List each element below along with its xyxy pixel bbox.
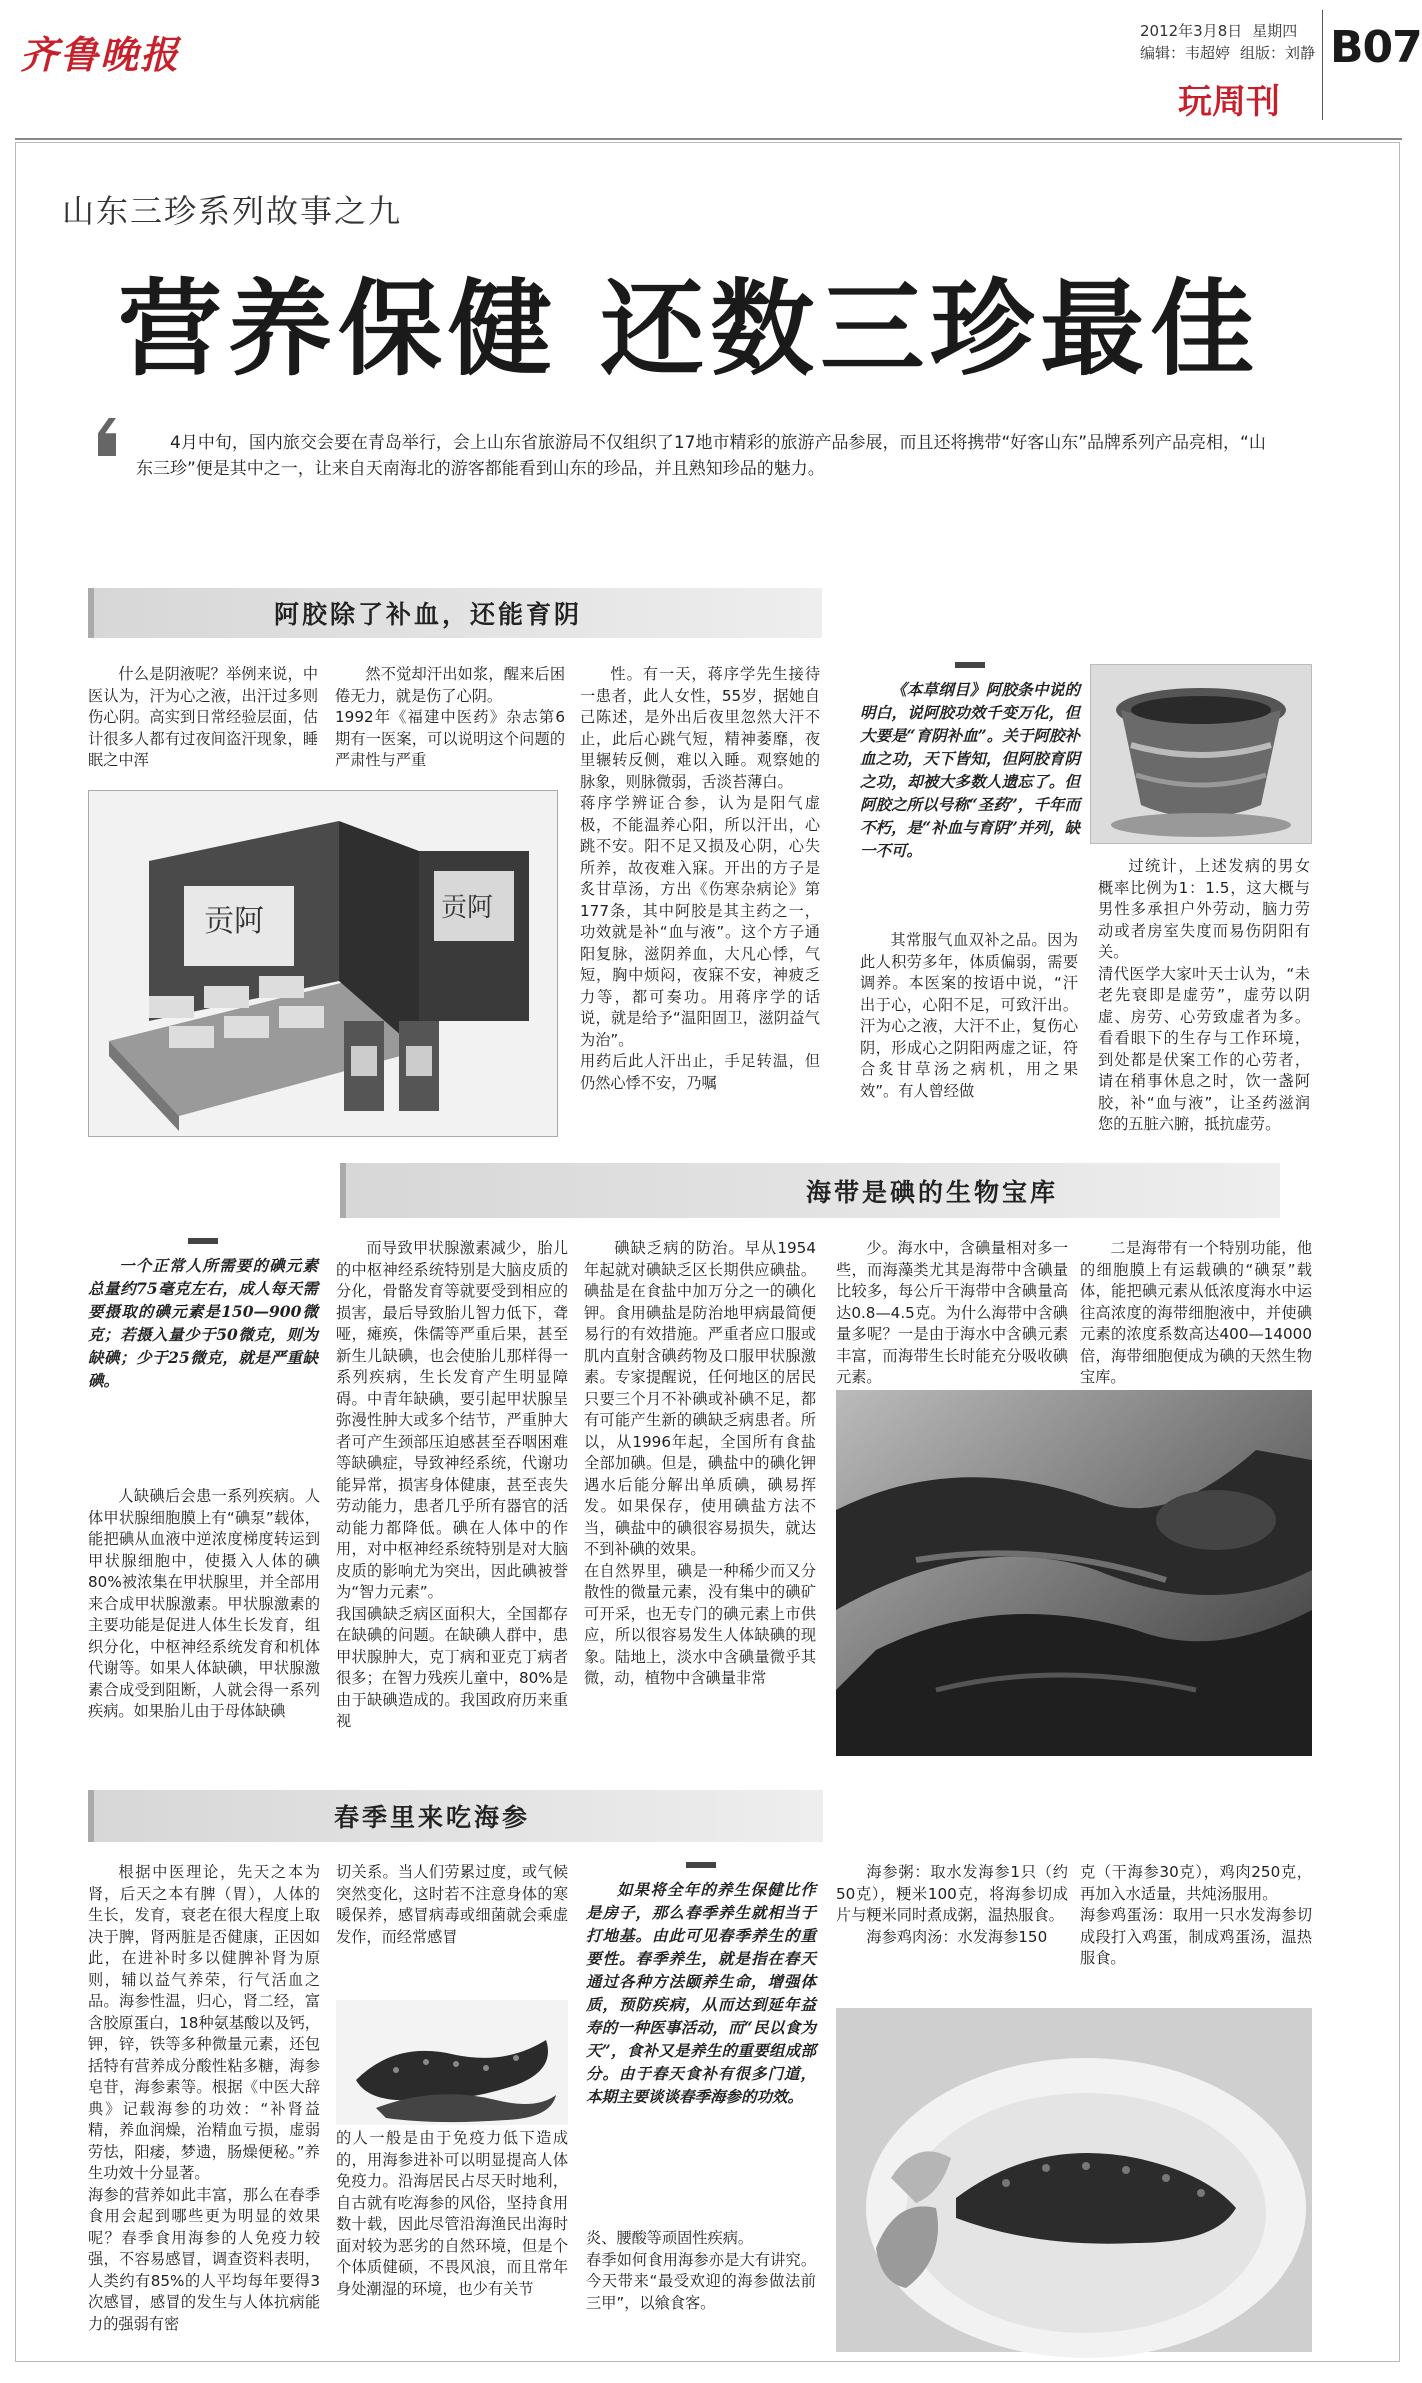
header-rule: [15, 138, 1402, 140]
kelp-photo: [836, 1390, 1312, 1756]
issue-date: 2012年3月8日: [1140, 22, 1243, 40]
section-title-ejiao: 阿胶除了补血，还能育阴: [274, 600, 583, 629]
seacucumber-paragraph: 的人一般是由于免疫力低下造成的，用海参进补可以明显提高人体免疫力。沿海居民占尽天时地利，自古就有吃海参的风俗，坚持食用数十载，因此尽管沿海渔民出海时面对较为恶劣的自然环境，但是个个体质健硕，不畏风浪，而且常年身处潮湿的环境，也少有关节: [336, 2129, 568, 2298]
seacucumber-paragraph: 克（干海参30克），鸡肉250克，再加入水适量，共炖汤服用。 海参鸡蛋汤：取用一只水发海参切成段打入鸡蛋，制成鸡蛋汤，温热服食。: [1080, 1863, 1312, 1967]
ejiao-paragraph: 性。有一天，蒋序学先生接待一患者，此人女性，55岁，据她自己陈述，是外出后夜里忽然大汗不止，此后心跳气短，精神萎靡，夜里辗转反侧，难以入睡。观察她的脉象，则脉微弱，舌淡苔薄白。 蒋序学辨证合参，认为是阳气虚极，不能温养心阳，所以汗出，心跳不安。阳不足又损及心阴，心失所养，故夜难入寐。开出的方子是炙甘草汤，方出《伤寒杂病论》第177条，其中阿胶是其主药之一，功效就是补“血与液”。这个方子通阳复脉，滋阴养血，大凡心悸，气短，胸中烦闷，夜寐不安，神疲乏力等，都可奏功。用蒋序学的话说，就是给予“温阳固卫，滋阴益气为治”。 用药后此人汗出止，手足转温，但仍然心悸不安，乃嘱: [580, 665, 820, 1092]
section-title-seacucumber: 春季里来吃海参: [334, 1803, 531, 1832]
section-banner-kelp: [340, 1163, 1280, 1218]
seacucumber-col-4: [836, 1862, 1068, 1992]
header-divider: [1322, 10, 1323, 120]
ejiao-gift-box-image: [89, 791, 557, 1136]
kelp-paragraph: 少。海水中，含碘量相对多一些，而海藻类尤其是海带中含碘量比较多，每公斤干海带中含碘量高达0.8—4.5克。为什么海带中含碘量多呢？一是由于海水中含碘元素丰富，而海带生长时能充分吸收碘元素。: [836, 1239, 1068, 1386]
ejiao-pot-photo: [1090, 664, 1312, 844]
kelp-col-1: [88, 1486, 320, 1756]
section-name: 玩周刊: [1178, 82, 1280, 122]
ejiao-col-5: [1098, 856, 1310, 1212]
issue-weekday: 星期四: [1252, 22, 1298, 40]
seacucumber-quote-text: 如果将全年的养生保健比作是房子，那么春季养生就相当于打地基。由此可见春季养生的重要性。春季养生，就是指在春天通过各种方法颐养生命，增强体质，预防疾病，从而达到延年益寿的一种医事活动，而“民以食为天”，食补又是养生的重要组成部分。由于春天食补有很多门道，本期主要谈谈春季海参的功效。: [586, 1880, 816, 2106]
kelp-col-2: [336, 1238, 568, 1762]
quote-bar: [955, 662, 985, 668]
kelp-quote-text: 一个正常人所需要的碘元素总量约75毫克左右，成人每天需要摄取的碘元素是150—900微克；若摄入量少于50微克，则为缺碘；少于25微克，就是严重缺碘。: [88, 1256, 318, 1390]
recipe-sea-cucumber-porridge: 海参粥：取水发海参1只（约50克），粳米100克，将海参切成片与粳米同时煮成粥，温热服食。: [836, 1863, 1068, 1924]
quote-bar: [686, 1862, 716, 1868]
svg-text:贡阿: 贡阿: [204, 904, 264, 939]
seacucumber-col-1: [88, 1862, 320, 2352]
headline: 营养保健 还数三珍最佳: [118, 268, 1261, 390]
sea-cucumber-image: [336, 2000, 568, 2125]
ejiao-paragraph: 什么是阴液呢？举例来说，中医认为，汗为心之液，出汗过多则伤心阴。高实到日常经验层面，估计很多人都有过夜间盗汗现象，睡眠之中浑: [88, 665, 318, 769]
seacucumber-paragraph: 根据中医理论，先天之本为肾，后天之本有脾（胃），人体的生长，发育，衰老在很大程度上取决于脾，肾两脏是否健康，正因如此，在进补时多以健脾补肾为原则，辅以益气养荣，行气活血之品。海参性温，归心，肾二经，富含胶原蛋白，18种氨基酸以及钙，钾，锌，铁等多种微量元素，还包括特有营养成分酸性粘多糖，海参皂苷，海参素等。根据《中医大辞典》记载海参的功效：“补肾益精，养血润燥，治精血亏损，虚弱劳怯，阳痿，梦遗，肠燥便秘。”养生功效十分显著。 海参的营养如此丰富，那么在春季食用会起到哪些更为明显的效果呢？春季食用海参的人免疫力较强，不容易感冒，调查资料表明，人类约有85%的人平均每年要得3次感冒，感冒的发生与人体抗病能力的强弱有密: [88, 1863, 320, 2333]
quote-bar: [188, 1238, 218, 1244]
page-number: B07: [1330, 22, 1422, 73]
ejiao-paragraph: 其常服气血双补之品。因为此人积劳多年，体质偏弱，需要调养。本医案的按语中说，“汗出于心，心阳不足，可致汗出。汗为心之液，大汗不止，复伤心阴，形成心之阴阳两虚之证，符合炙甘草汤之病机，用之果效”。有人曾经做: [860, 931, 1078, 1100]
seacucumber-col-5: [1080, 1862, 1312, 1992]
ejiao-pot-image: [1091, 665, 1311, 843]
sea-cucumber-photo: [336, 2000, 568, 2125]
designer-credit: 组版：刘静: [1240, 44, 1316, 62]
section-title-kelp: 海带是碘的生物宝库: [806, 1177, 1059, 1207]
ejiao-paragraph: 过统计，上述发病的男女概率比例为1：1.5，这大概与男性多承担户外劳动，脑力劳动或者房室失度而易伤阴阳有关。 清代医学大家叶天士认为，“未老先衰即是虚劳”，虚劳以阴虚、房劳、心劳致虚者为多。看看眼下的生存与工作环境，到处都是伏案工作的心劳者，请在稍事休息之时，饮一盏阿胶，补“血与液”，让圣药滋润您的五脏六腑，抵抗虚劳。: [1098, 857, 1310, 1133]
masthead: 齐鲁晚报: [20, 32, 181, 77]
kelp-paragraph: 人缺碘后会患一系列疾病。人体甲状腺细胞膜上有“碘泵”载体，能把碘从血液中逆浓度梯度转运到甲状腺细胞中，使摄入人体的碘80%被浓集在甲状腺里，并全部用来合成甲状腺激素。甲状腺激素的主要功能是促进人体生长发育，组织分化，中枢神经系统发育和机体代谢等。如果人体缺碘，甲状腺激素合成受到阻断，人就会得一系列疾病。如果胎儿由于母体缺碘: [88, 1487, 320, 1720]
kelp-pull-quote: [88, 1238, 318, 1478]
lead-paragraph: 4月中旬，国内旅交会要在青岛举行，会上山东省旅游局不仅组织了17地市精彩的旅游产品参展，而且还将携带“好客山东”品牌系列产品亮相，“山东三珍”便是其中之一，让来自天南海北的游客都能看到山东的珍品，并且熟知珍品的魅力。: [136, 433, 1266, 479]
kelp-paragraph: 二是海带有一个特别功能，他的细胞膜上有运载碘的“碘泵”载体，能把碘元素从低浓度海水中运往高浓度的海带细胞液中，并使碘元素的浓度系数高达400—14000倍，海带细胞便成为碘的天然生物宝库。: [1080, 1239, 1312, 1386]
ejiao-pull-quote: [860, 662, 1080, 922]
kelp-col-5: [1080, 1238, 1312, 1386]
seacucumber-pull-quote: [586, 1862, 816, 2162]
seacucumber-col-2a: [336, 1862, 568, 1992]
kelp-image: [836, 1390, 1312, 1756]
recipe-sea-cucumber-chicken-soup: 海参鸡肉汤：水发海参150: [866, 1927, 1048, 1946]
editor-credit: 编辑：韦超婷: [1140, 44, 1231, 62]
seacucumber-paragraph: 炎、腰酸等顽固性疾病。 春季如何食用海参亦是大有讲究。今天带来“最受欢迎的海参做法前三甲”，以飨食客。: [586, 2229, 816, 2312]
ejiao-col-1: [88, 664, 318, 782]
header-meta: [1140, 20, 1315, 64]
ejiao-quote-text: 《本草纲目》阿胶条中说的明白，说阿胶功效千变万化，但大要是“育阴补血”。关于阿胶补血之功，天下皆知，但阿胶育阴之功，却被大多数人遗忘了。但阿胶之所以号称“圣药”，千年而不朽，是“补血与育阴”并列，缺一不可。: [860, 680, 1080, 860]
svg-text:贡阿: 贡阿: [441, 893, 494, 923]
section-banner-ejiao: [88, 588, 822, 638]
seacucumber-paragraph: 切关系。当人们劳累过度，或气候突然变化，这时若不注意身体的寒暖保养，感冒病毒或细菌就会乘虚发作，而经常感冒: [336, 1863, 568, 1946]
kelp-col-4: [836, 1238, 1068, 1386]
seacucumber-col-3b: [586, 2228, 816, 2352]
section-banner-seacucumber: [88, 1790, 823, 1842]
ejiao-paragraph: 然不觉却汗出如浆，醒来后困倦无力，就是伤了心阴。 1992年《福建中医药》杂志第6期有一医案，可以说明这个问题的严肃性与严重: [335, 665, 565, 769]
sea-cucumber-porridge-photo: [836, 2008, 1312, 2352]
ejiao-col-2: [335, 664, 565, 782]
ejiao-col-3: [580, 664, 820, 1206]
kelp-paragraph: 碘缺乏病的防治。早从1954年起就对碘缺乏区长期供应碘盐。碘盐是在食盐中加万分之一的碘化钾。食用碘盐是防治地甲病最简便易行的有效措施。严重者应口服或肌内直射含碘药物及口服甲状腺激素。专家提醒说，任何地区的居民只要三个月不补碘或补碘不足，都有可能产生新的碘缺乏病患者。所以，从1996年起，全国所有食盐全部加碘。但是，碘盐中的碘化钾遇水后能分解出单质碘，碘易挥发。如果保存，使用碘盐方法不当，碘盐中的碘很容易损失，就达不到补碘的效果。 在自然界里，碘是一种稀少而又分散性的微量元素，没有集中的碘矿可开采，也无专门的碘元素上市供应，所以很容易发生人体缺碘的现象。陆地上，淡水中含碘量微乎其微，动，植物中含碘量非常: [584, 1239, 816, 1687]
seacucumber-col-2b: [336, 2128, 568, 2352]
kelp-paragraph: 而导致甲状腺激素减少，胎儿的中枢神经系统特别是大脑皮质的分化，骨骼发育等就要受到相应的损害，最后导致胎儿智力低下，聋哑，瘫痪，侏儒等严重后果，甚至新生儿缺碘，也会使胎儿那样得一系列疾病，生长发育产生明显障碍。中青年缺碘，要引起甲状腺呈弥漫性肿大或多个结节，严重肿大者可产生颈部压迫感甚至吞咽困难等缺碘症，导致神经系统，代谢功能异常，损害身体健康，甚至丧失劳动能力，患者几乎所有器官的活动能力都降低。碘在人体中的作用，对中枢神经系统特别是对大脑皮质的影响尤为突出，因此碘被誉为“智力元素”。 我国碘缺乏病区面积大，全国都存在缺碘的问题。在缺碘人群中，患甲状腺肿大，克丁病和亚克丁病者很多；在智力残疾儿童中，80%是由于缺碘造成的。我国政府历来重视: [336, 1239, 568, 1730]
ejiao-gift-box-photo: [88, 790, 558, 1137]
sea-cucumber-porridge-image: [836, 2008, 1312, 2352]
series-title: 山东三珍系列故事之九: [62, 192, 403, 230]
kelp-col-3: [584, 1238, 816, 1762]
